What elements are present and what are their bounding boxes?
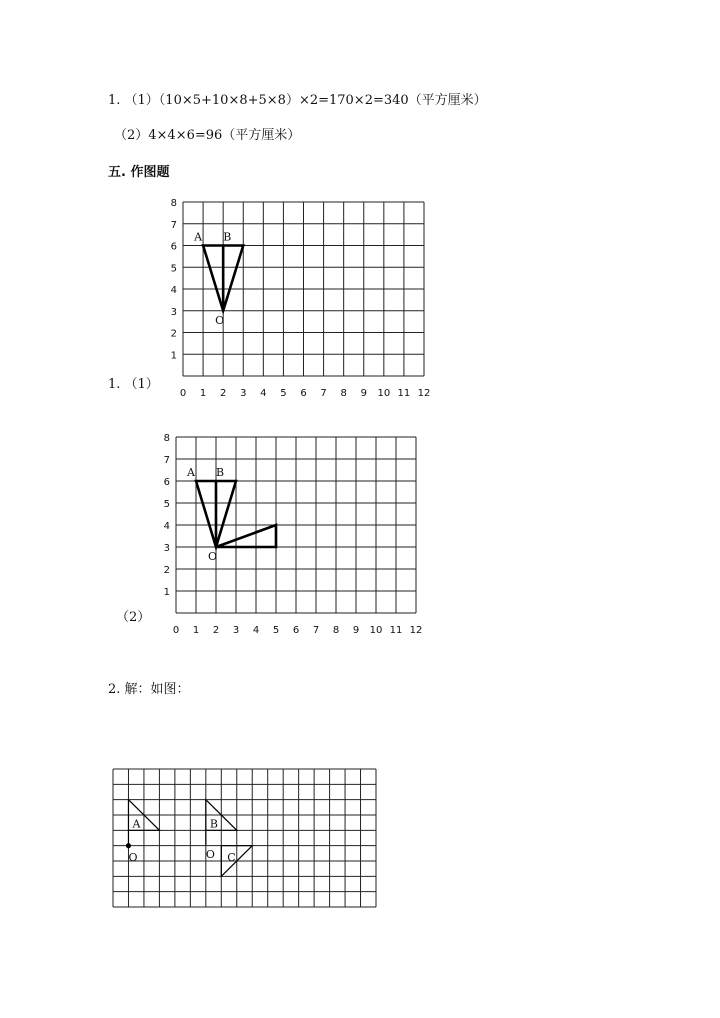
part1-label: 1. （1） xyxy=(108,377,159,392)
x-tick-label: 3 xyxy=(232,625,240,636)
x-tick-label: 9 xyxy=(352,625,360,636)
label-o-left: O xyxy=(128,851,138,864)
point-label-a: A xyxy=(194,230,203,244)
graph-2 xyxy=(164,433,423,636)
y-tick-label: 1 xyxy=(163,587,170,598)
x-tick-label: 11 xyxy=(397,388,411,399)
y-tick-label: 6 xyxy=(163,477,170,488)
y-tick-label: 1 xyxy=(170,350,177,362)
x-tick-label: 3 xyxy=(240,388,247,399)
y-tick-label: 5 xyxy=(170,263,177,275)
x-tick-label: 5 xyxy=(272,625,280,636)
x-tick-label: 7 xyxy=(312,625,320,636)
label-b: B xyxy=(209,817,218,831)
point-label-b: B xyxy=(223,230,232,244)
x-tick-label: 12 xyxy=(417,388,431,399)
x-tick-label: 2 xyxy=(212,625,220,636)
y-tick-label: 8 xyxy=(170,198,177,209)
answer-line-1: 1. （1）（10×5+10×8+5×8）×2=170×2=340（平方厘米） xyxy=(108,93,487,108)
x-tick-label: 10 xyxy=(369,625,383,636)
x-tick-label: 5 xyxy=(280,388,287,399)
x-tick-label: 8 xyxy=(340,388,347,399)
y-tick-label: 4 xyxy=(163,521,170,532)
x-tick-label: 1 xyxy=(192,625,200,636)
point-label-a: A xyxy=(187,466,195,479)
x-tick-label: 10 xyxy=(377,388,391,399)
y-tick-label: 6 xyxy=(170,241,177,253)
y-tick-label: 5 xyxy=(163,499,170,510)
x-tick-label: 4 xyxy=(260,388,267,399)
answer-line-2: （2）4×4×6=96（平方厘米） xyxy=(114,128,301,143)
x-tick-label: 1 xyxy=(199,388,207,399)
y-tick-label: 7 xyxy=(170,219,177,231)
x-tick-label: 9 xyxy=(360,388,367,399)
rotated-triangle xyxy=(216,525,276,547)
label-c: C xyxy=(227,851,236,864)
y-tick-label: 8 xyxy=(163,433,170,444)
x-tick-label: 2 xyxy=(219,388,227,399)
x-tick-label: 7 xyxy=(320,388,327,399)
grid-3 xyxy=(113,769,376,907)
y-tick-label: 3 xyxy=(163,543,170,554)
x-tick-label: 6 xyxy=(300,388,307,399)
part2-label: （2） xyxy=(116,610,151,625)
graph-1 xyxy=(171,198,431,399)
x-tick-label: 6 xyxy=(292,625,300,636)
x-tick-label: 0 xyxy=(172,625,180,636)
y-tick-label: 7 xyxy=(163,455,170,466)
x-tick-label: 4 xyxy=(252,625,260,636)
section-title: 五. 作图题 xyxy=(108,165,170,180)
x-tick-label: 8 xyxy=(332,625,340,636)
question2-label: 2. 解：如图： xyxy=(108,682,190,697)
x-tick-label: 11 xyxy=(389,625,403,636)
point-label-o: O xyxy=(215,313,225,327)
label-o-right: O xyxy=(205,847,215,861)
y-tick-label: 2 xyxy=(170,328,177,340)
x-tick-label: 12 xyxy=(409,625,423,636)
y-tick-label: 2 xyxy=(163,565,170,576)
point-label-b: B xyxy=(216,466,225,479)
y-tick-label: 3 xyxy=(170,306,177,318)
y-tick-label: 4 xyxy=(170,285,177,296)
label-a: A xyxy=(132,817,141,831)
point-label-o: O xyxy=(208,550,218,563)
x-tick-label: 0 xyxy=(179,388,187,399)
rotation-center-dot xyxy=(126,843,131,848)
